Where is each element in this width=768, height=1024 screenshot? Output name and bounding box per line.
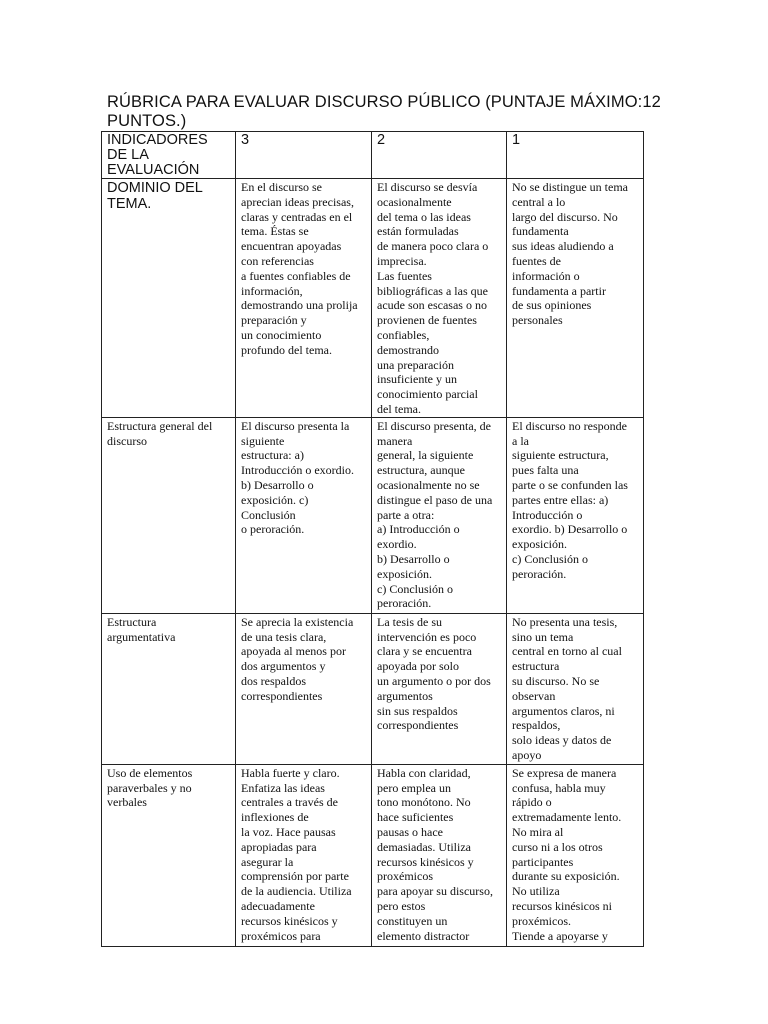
row-level-2: La tesis de su intervención es poco clara y se encuentra apoyada por solo un argumento o por dos argumentos sin sus respaldos correspondientes — [372, 613, 507, 764]
row-level-3: En el discurso se aprecian ideas precisas, claras y centradas en el tema. Éstas se encuentran apoyadas con referencias a fuentes confiables de información, demostrando una prolija preparación y un conocimiento profundo del tema. — [236, 179, 372, 418]
row-indicator: DOMINIO DEL TEMA. — [102, 179, 236, 418]
row-level-3: Habla fuerte y claro. Enfatiza las ideas centrales a través de inflexiones de la voz. Hace pausas apropiadas para asegurar la comprensión por parte de la audiencia. Utiliza adecuadamente recursos kinésicos y proxémicos para — [236, 764, 372, 946]
rubric-table — [101, 131, 644, 947]
row-level-1: No se distingue un tema central a lo largo del discurso. No fundamenta sus ideas aludiendo a fuentes de información o fundamenta a partir de sus opiniones personales — [507, 179, 644, 418]
row-level-3: El discurso presenta la siguiente estructura: a) Introducción o exordio. b) Desarrollo o exposición. c) Conclusión o peroración. — [236, 417, 372, 613]
row-indicator: Uso de elementos paraverbales y no verbales — [102, 764, 236, 946]
header-score-1: 1 — [507, 132, 644, 179]
row-level-2: El discurso presenta, de manera general, la siguiente estructura, aunque ocasionalmente no se distingue el paso de una parte a otra: a) Introducción o exordio. b) Desarrollo o exposición. c) Conclusión o peroración. — [372, 417, 507, 613]
header-score-3: 3 — [236, 132, 372, 179]
row-level-1: Se expresa de manera confusa, habla muy rápido o extremadamente lento. No mira al curso ni a los otros participantes durante su exposición. No utiliza recursos kinésicos ni proxémicos. Tiende a apoyarse y — [507, 764, 644, 946]
table-row — [102, 764, 644, 946]
row-level-1: No presenta una tesis, sino un tema central en torno al cual estructura su discurso. No se observan argumentos claros, ni respaldos, solo ideas y datos de apoyo — [507, 613, 644, 764]
row-level-3: Se aprecia la existencia de una tesis clara, apoyada al menos por dos argumentos y dos respaldos correspondientes — [236, 613, 372, 764]
table-row — [102, 613, 644, 764]
table-row — [102, 179, 644, 418]
table-row — [102, 417, 644, 613]
header-score-2: 2 — [372, 132, 507, 179]
row-level-2: Habla con claridad, pero emplea un tono monótono. No hace suficientes pausas o hace demasiadas. Utiliza recursos kinésicos y proxémicos para apoyar su discurso, pero estos constituyen un elemento distractor — [372, 764, 507, 946]
row-indicator: Estructura argumentativa — [102, 613, 236, 764]
table-header-row — [102, 132, 644, 179]
row-indicator: Estructura general del discurso — [102, 417, 236, 613]
row-level-1: El discurso no responde a la siguiente estructura, pues falta una parte o se confunden las partes entre ellas: a) Introducción o exordio. b) Desarrollo o exposición. c) Conclusión o peroración. — [507, 417, 644, 613]
document-title: RÚBRICA PARA EVALUAR DISCURSO PÚBLICO (PUNTAJE MÁXIMO:12 PUNTOS.) — [107, 93, 661, 130]
row-level-2: El discurso se desvía ocasionalmente del tema o las ideas están formuladas de manera poco clara o imprecisa. Las fuentes bibliográficas a las que acude son escasas o no provienen de fuentes confiables, demostrando una preparación insuficiente y un conocimiento parcial del tema. — [372, 179, 507, 418]
header-indicators: INDICADORES DE LA EVALUACIÓN — [102, 132, 236, 179]
